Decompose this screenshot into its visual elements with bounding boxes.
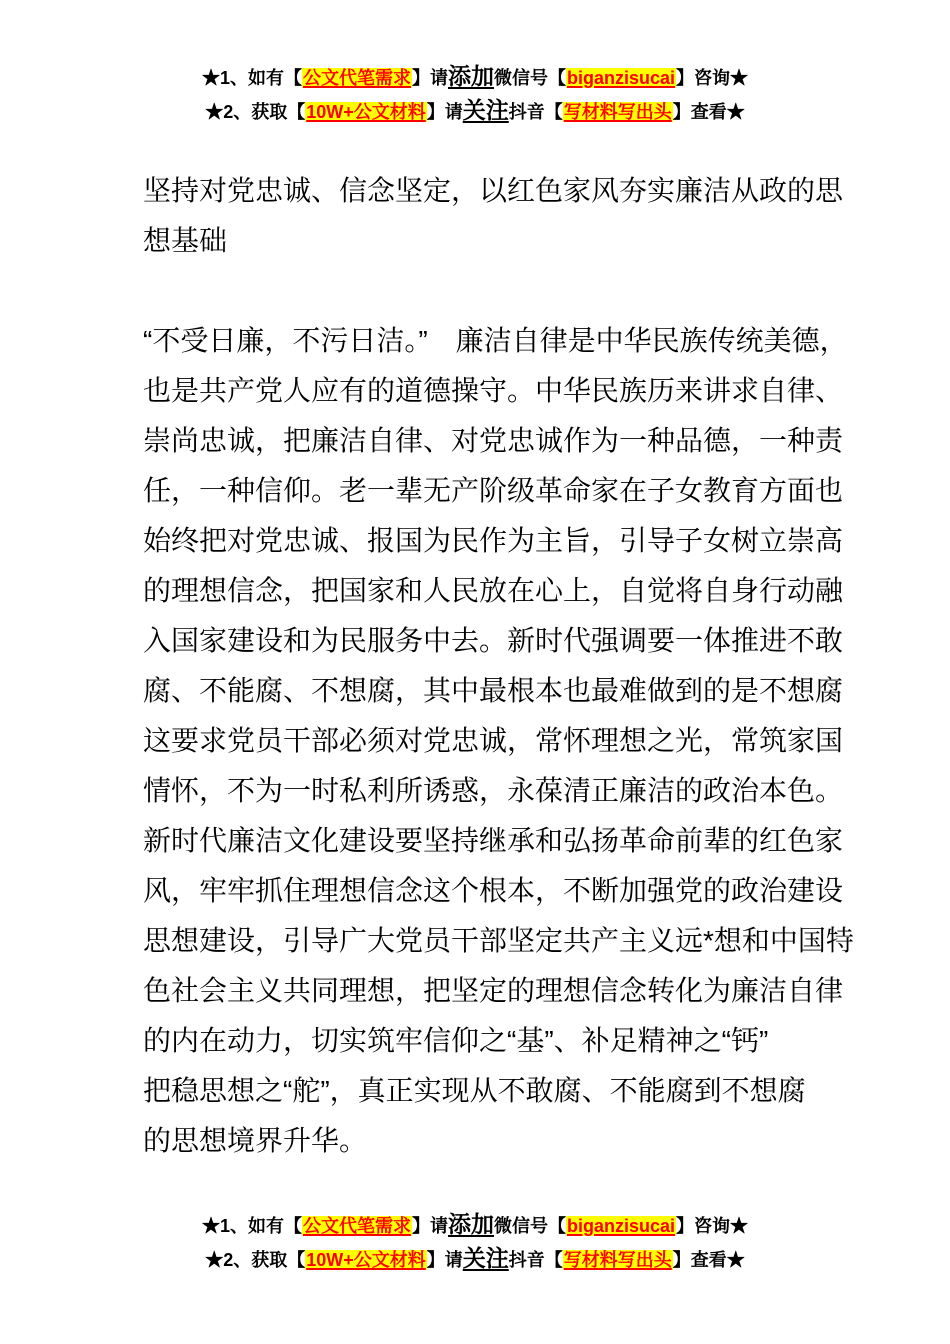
promo-text: 微信号【 (493, 1216, 566, 1236)
body-text-line: 的思想境界升华。 (143, 1125, 368, 1156)
promo-footer-line-1 (0, 1208, 950, 1242)
promo-text: 抖音【 (508, 102, 563, 122)
promo-footer-line-2 (0, 1242, 950, 1276)
body-text-line: 始终把对党忠诚、报国为民作为主旨，引导子女树立崇高 (143, 525, 844, 556)
promo-text: 】咨询★ (676, 1216, 749, 1236)
body-paragraph (143, 316, 854, 1166)
body-text-line: 的理想信念，把国家和人民放在心上，自觉将自身行动融 (143, 575, 844, 606)
promo-text: 微信号【 (493, 68, 566, 88)
promo-text: 】请 (411, 1216, 448, 1236)
body-text-line: 把稳思想之“舵”，真正实现从不敢腐、不能腐到不想腐 (143, 1075, 806, 1106)
promo-text: ★2、获取【 (205, 102, 306, 122)
body-text-line: 这要求党员干部必须对党忠诚，常怀理想之光，常筑家国 (143, 725, 844, 756)
body-text-line: 崇尚忠诚，把廉洁自律、对党忠诚作为一种品德，一种责 (143, 425, 844, 456)
promo-text: ★1、如有【 (201, 68, 302, 88)
promo-text: 】请 (426, 102, 463, 122)
promo-highlight: biganzisucai (566, 68, 676, 88)
promo-header (0, 60, 950, 128)
promo-emphasis: 关注 (462, 97, 509, 123)
document-title-line: 想基础 (143, 225, 228, 256)
promo-emphasis: 添加 (447, 63, 494, 89)
document-title (143, 166, 843, 266)
promo-emphasis: 关注 (462, 1245, 509, 1271)
body-text-line: 入国家建设和为民服务中去。新时代强调要一体推进不敢 (143, 625, 844, 656)
promo-highlight: 写材料写出头 (563, 1250, 672, 1270)
promo-header-line-2 (0, 94, 950, 128)
body-text-line: 新时代廉洁文化建设要坚持继承和弘扬革命前辈的红色家 (143, 825, 844, 856)
promo-text: 】查看★ (672, 1250, 745, 1270)
body-text-line: 色社会主义共同理想，把坚定的理想信念转化为廉洁自律 (143, 975, 844, 1006)
promo-text: 】查看★ (672, 102, 745, 122)
body-text-line: “不受日廉，不污日洁。” 廉洁自律是中华民族传统美德， (143, 325, 848, 356)
promo-text: ★1、如有【 (201, 1216, 302, 1236)
document-title-line: 坚持对党忠诚、信念坚定，以红色家风夯实廉洁从政的思 (143, 175, 844, 206)
promo-emphasis: 添加 (447, 1211, 494, 1237)
promo-highlight: biganzisucai (566, 1216, 676, 1236)
promo-highlight: 公文代笔需求 (302, 1216, 411, 1236)
promo-highlight: 10W+公文材料 (306, 102, 426, 122)
body-text-line: 思想建设，引导广大党员干部坚定共产主义远*想和中国特 (143, 925, 854, 956)
body-text-line: 情怀，不为一时私利所诱惑，永葆清正廉洁的政治本色。 (143, 775, 844, 806)
promo-text: 】咨询★ (676, 68, 749, 88)
promo-header-line-1 (0, 60, 950, 94)
promo-highlight: 10W+公文材料 (306, 1250, 426, 1270)
body-text-line: 任，一种信仰。老一辈无产阶级革命家在子女教育方面也 (143, 475, 844, 506)
promo-text: ★2、获取【 (205, 1250, 306, 1270)
body-text-line: 也是共产党人应有的道德操守。中华民族历来讲求自律、 (143, 375, 844, 406)
promo-text: 抖音【 (508, 1250, 563, 1270)
body-text-line: 的内在动力，切实筑牢信仰之“基”、补足精神之“钙” (143, 1025, 769, 1056)
body-text-line: 腐、不能腐、不想腐，其中最根本也最难做到的是不想腐 (143, 675, 844, 706)
promo-highlight: 公文代笔需求 (302, 68, 411, 88)
promo-footer (0, 1208, 950, 1276)
promo-text: 】请 (426, 1250, 463, 1270)
promo-text: 】请 (411, 68, 448, 88)
body-text-line: 风，牢牢抓住理想信念这个根本，不断加强党的政治建设 (143, 875, 844, 906)
promo-highlight: 写材料写出头 (563, 102, 672, 122)
